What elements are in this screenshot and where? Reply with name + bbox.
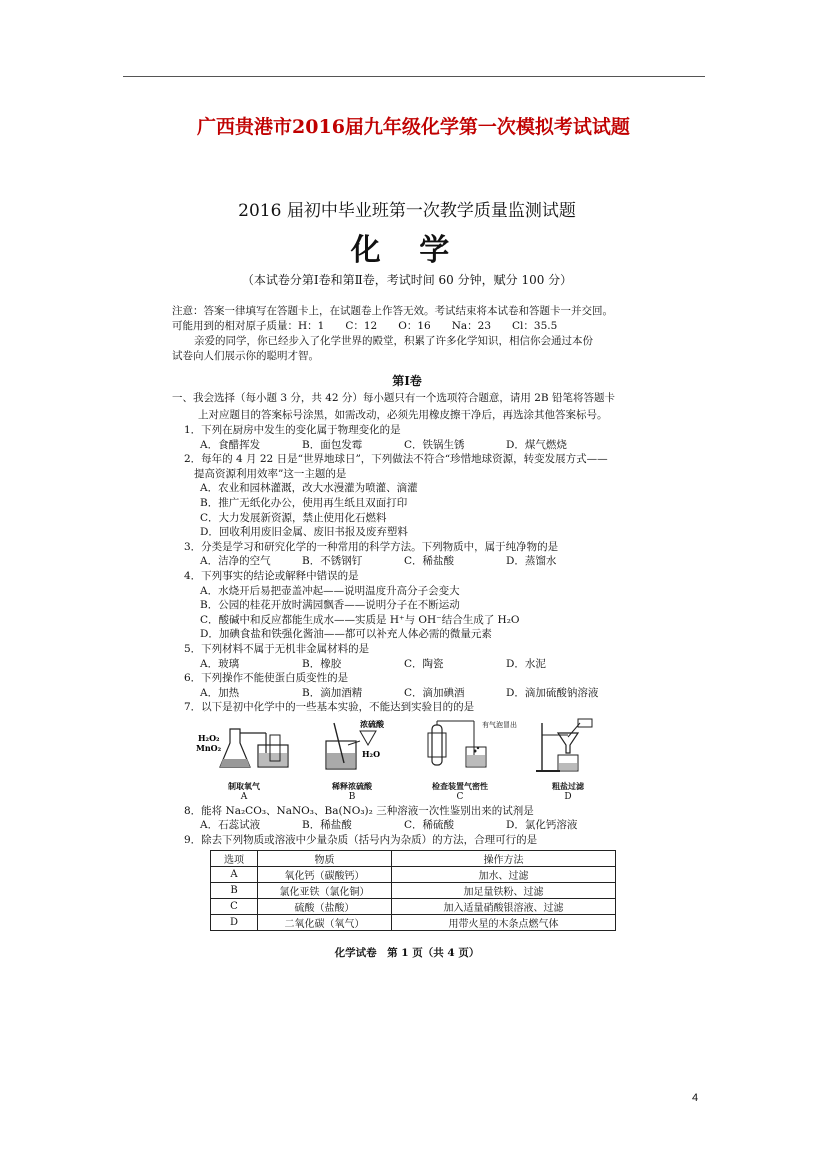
greeting-line-1: 亲爱的同学，你已经步入了化学世界的殿堂，积累了许多化学知识，相信你会通过本份 [194,335,593,347]
option-c: C．稀盐酸 [404,555,455,568]
option-b: B．稀盐酸 [302,819,352,832]
table-row [211,898,616,914]
table-row [211,866,616,882]
page-number: 4 [692,1092,699,1104]
table-cell: 氯化亚铁（氯化铜） [258,882,392,898]
option-d: D．氯化钙溶液 [506,819,578,832]
option-d: D．回收利用废旧金属、废旧书报及废弃塑料 [200,526,408,539]
option-d: D．蒸馏水 [506,555,557,568]
table-cell: B [211,882,258,898]
table-header: 选项 [211,850,258,866]
question-2-stem: 2．每年的 4 月 22 日是“世界地球日”，下列做法不符合“珍惜地球资源，转变发展方式—— [184,453,608,466]
question-5-options [172,657,642,672]
question-2-stem-cont: 提高资源利用效率”这一主题的是 [194,467,347,480]
option-a: A．石蕊试液 [200,819,261,832]
option-d: D．加碘食盐和铁强化酱油——都可以补充人体必需的微量元素 [200,628,492,641]
option-b: B．推广无纸化办公，使用再生纸且双面打印 [200,496,408,509]
diagram-label: 浓硫酸 [360,718,384,729]
option-a: A．食醋挥发 [200,438,261,451]
option-d: D．滴加硫酸钠溶液 [506,686,599,699]
header-rule [123,76,705,77]
diagram-oxygen-prep [196,719,292,802]
atomic-masses: 可能用到的相对原子质量：H：1 C：12 O：16 Na：23 Cl：35.5 [172,320,558,332]
option-c: C．陶瓷 [404,657,444,670]
flask-apparatus-icon [196,719,292,777]
question-3-options [172,554,642,569]
question-1-stem: 1．下列在厨房中发生的变化属于物理变化的是 [184,424,401,436]
filter-funnel-icon [520,719,616,777]
table-cell: 氧化钙（碳酸钙） [258,866,392,882]
table-cell: A [211,866,258,882]
option-b: B．滴加酒精 [302,686,363,699]
diagram-letter: C [456,791,464,802]
section-heading-2: 上对应题目的答案标号涂黑，如需改动，必须先用橡皮擦干净后，再选涂其他答案标号。 [198,409,608,421]
question-4-stem: 4．下列事实的结论或解释中错误的是 [184,569,359,582]
section-heading-1: 一、我会选择（每小题 3 分，共 42 分）每小题只有一个选项符合题意，请用 2B 铅笔将答题卡 [172,392,615,404]
table-row [211,914,616,930]
document-title: 广西贵港市2016届九年级化学第一次模拟考试试题 [197,116,630,138]
table-cell: 加水、过滤 [392,866,616,882]
option-c: C．大力发展新资源，禁止使用化石燃料 [200,511,387,524]
diagram-caption: 检查装置气密性 [432,780,488,791]
question-9-table [210,850,616,931]
diagram-label: H₂O₂ [198,732,220,743]
diagram-caption: 制取氧气 [228,780,260,791]
option-b: B．不锈钢钉 [302,555,363,568]
diagram-dilute-acid [304,719,400,802]
option-a: A．玻璃 [200,657,240,670]
question-7-stem: 7．以下是初中化学中的一些基本实验，不能达到实验目的的是 [184,701,475,714]
option-a: A．洁净的空气 [200,555,271,568]
test-tube-icon [412,719,517,777]
table-row [211,882,616,898]
greeting-line-2: 试卷向人们展示你的聪明才智。 [172,350,319,362]
diagram-label: MnO₂ [196,742,222,753]
table-cell: 加入适量硝酸银溶液、过滤 [392,898,616,914]
volume-heading: 第Ⅰ卷 [392,374,422,388]
diagram-caption: 粗盐过滤 [552,780,584,791]
diagram-letter: B [348,791,356,802]
beaker-icon [304,719,400,777]
question-8-stem: 8．能将 Na₂CO₃、NaNO₃、Ba(NO₃)₂ 三种溶液一次性鉴别出来的试剂是 [184,804,534,817]
option-b: B．面包发霉 [302,438,363,451]
scanned-exam-page [172,196,642,960]
option-a: A．加热 [200,686,240,699]
question-1-options [172,438,642,453]
diagram-letter: D [564,791,572,802]
exam-info: （本试卷分第Ⅰ卷和第Ⅱ卷，考试时间 60 分钟，赋分 100 分） [241,273,573,287]
table-cell: 硫酸（盐酸） [258,898,392,914]
table-cell: 二氧化碳（氧气） [258,914,392,930]
table-header-row [211,850,616,866]
diagram-filtration [520,719,616,802]
question-6-stem: 6．下列操作不能使蛋白质变性的是 [184,672,349,685]
table-header: 操作方法 [392,850,616,866]
paper-footer: 化学试卷 第 1 页（共 4 页） [334,946,480,959]
option-c: C．滴加碘酒 [404,686,465,699]
option-c: C．酸碱中和反应都能生成水——实质是 H⁺与 OH⁻结合生成了 H₂O [200,613,520,626]
diagram-letter: A [240,791,248,802]
diagram-label: H₂O [362,748,381,759]
question-9-stem: 9．除去下列物质或溶液中少量杂质（括号内为杂质）的方法，合理可行的是 [184,834,538,847]
question-6-options [172,686,642,701]
diagram-caption: 稀释浓硫酸 [332,780,372,791]
diagram-label: 有气泡冒出 [482,720,517,729]
subject-title: 化 学 [350,233,464,268]
table-cell: 用带火星的木条点燃气体 [392,914,616,930]
diagram-airtightness [412,719,517,802]
table-cell: D [211,914,258,930]
option-a: A．农业和园林灌溉，改大水漫灌为喷灌、滴灌 [200,482,418,495]
option-d: D．煤气燃烧 [506,438,567,451]
question-3-stem: 3．分类是学习和研究化学的一种常用的科学方法。下列物质中，属于纯净物的是 [184,540,559,553]
option-b: B．公园的桂花开放时满园飘香——说明分子在不断运动 [200,599,460,612]
option-a: A．水烧开后易把壶盖冲起——说明温度升高分子会变大 [200,584,460,597]
table-cell: C [211,898,258,914]
option-c: C．稀硫酸 [404,819,455,832]
table-header: 物质 [258,850,392,866]
option-b: B．橡胶 [302,657,342,670]
question-5-stem: 5．下列材料不属于无机非金属材料的是 [184,642,370,655]
question-8-options [172,818,642,833]
question-7-diagrams [196,719,616,802]
option-c: C．铁锅生锈 [404,438,465,451]
table-cell: 加足量铁粉、过滤 [392,882,616,898]
option-d: D．水泥 [506,657,546,670]
notice: 注意：答案一律填写在答题卡上，在试题卷上作答无效。考试结束将本试卷和答题卡一并交回。 [172,305,613,317]
exam-title: 2016 届初中毕业班第一次教学质量监测试题 [238,201,576,221]
